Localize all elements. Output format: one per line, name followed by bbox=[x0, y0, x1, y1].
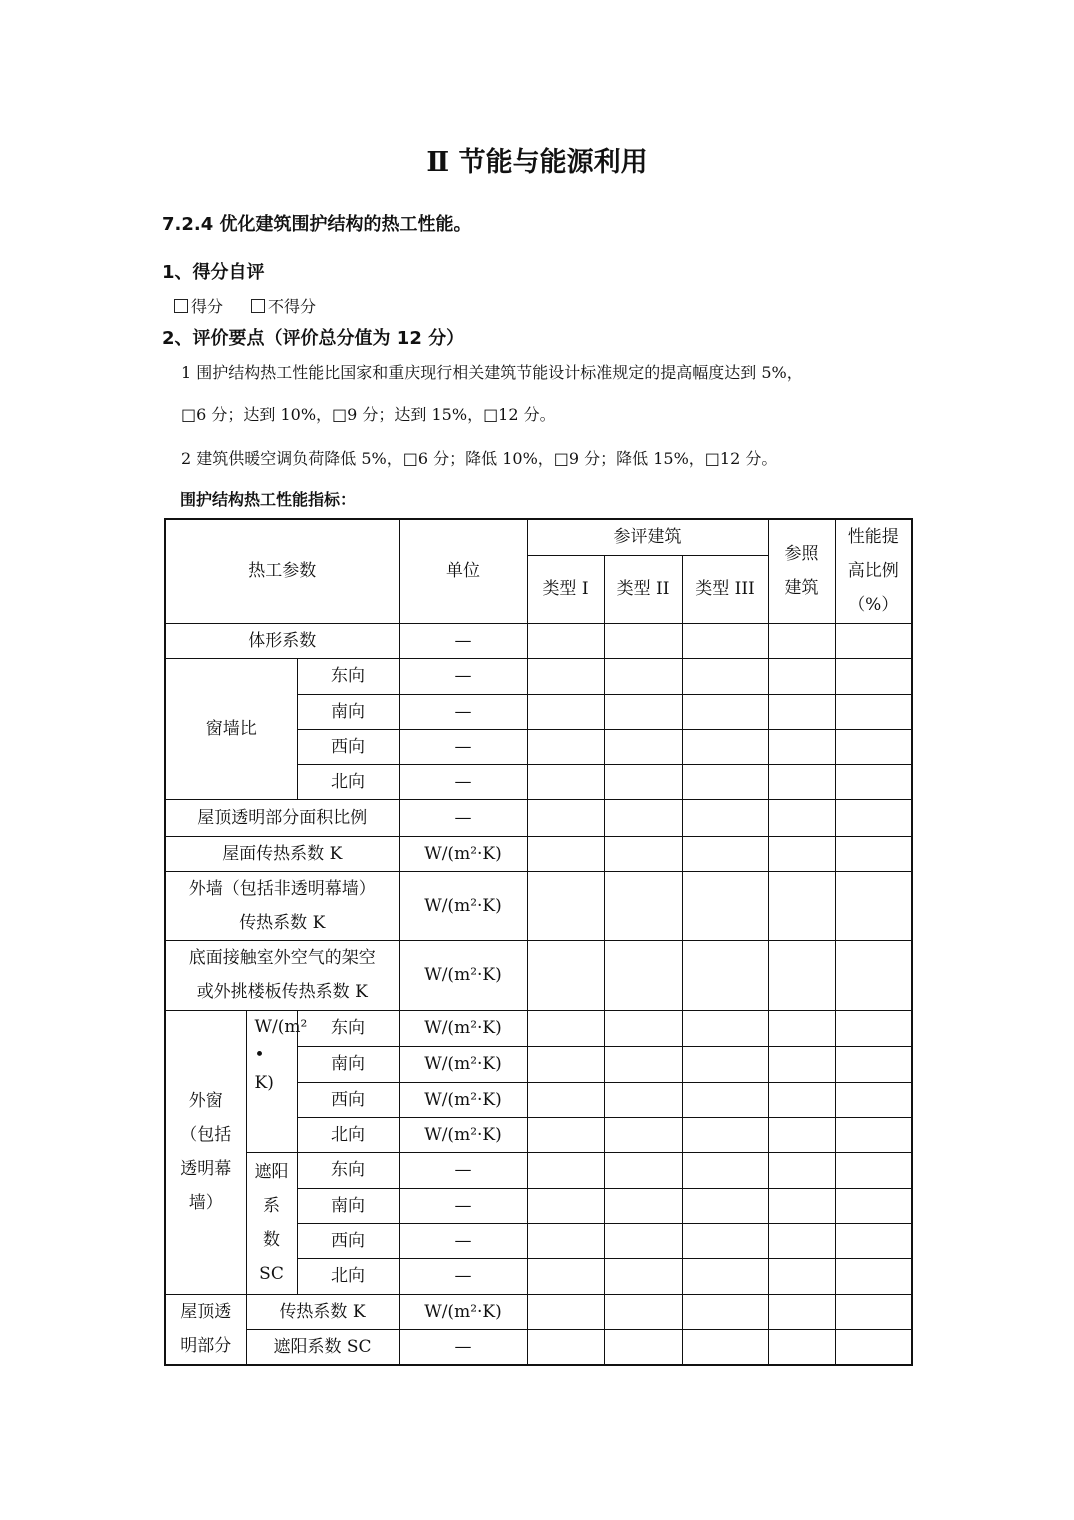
table-input-cell[interactable] bbox=[768, 799, 835, 836]
header-type2: 类型 II bbox=[604, 555, 682, 623]
table-input-cell[interactable] bbox=[527, 658, 604, 694]
section-heading: 7.2.4 优化建筑围护结构的热工性能。 bbox=[162, 214, 472, 235]
eval-point-2: 2 建筑供暖空调负荷降低 5%，□6 分；降低 10%，□9 分；降低 15%，□12 分。 bbox=[181, 449, 778, 468]
table-input-cell[interactable] bbox=[527, 836, 604, 871]
header-ratio: 性能提 高比例 （%） bbox=[835, 519, 912, 623]
table-input-cell[interactable] bbox=[768, 1294, 835, 1329]
table-row bbox=[165, 658, 912, 694]
table-cell: W/(m²·K) bbox=[399, 871, 527, 940]
table-input-cell[interactable] bbox=[604, 694, 682, 729]
table-row bbox=[165, 871, 912, 940]
table-row bbox=[165, 1010, 912, 1046]
table-input-cell[interactable] bbox=[682, 729, 768, 764]
table-row bbox=[165, 623, 912, 658]
table-input-cell[interactable] bbox=[604, 658, 682, 694]
table-input-cell[interactable] bbox=[835, 1082, 912, 1117]
table-caption: 围护结构热工性能指标： bbox=[180, 490, 357, 509]
table-input-cell[interactable] bbox=[835, 1188, 912, 1223]
table-input-cell[interactable] bbox=[768, 1010, 835, 1046]
table-cell: 南向 bbox=[297, 694, 399, 729]
table-input-cell[interactable] bbox=[682, 658, 768, 694]
table-cell: 东向 bbox=[297, 658, 399, 694]
table-cell: — bbox=[399, 694, 527, 729]
table-input-cell[interactable] bbox=[682, 1188, 768, 1223]
table-cell: — bbox=[399, 623, 527, 658]
table-input-cell[interactable] bbox=[835, 1258, 912, 1294]
table-input-cell[interactable] bbox=[604, 871, 682, 940]
table-input-cell[interactable] bbox=[527, 1010, 604, 1046]
table-cell: 东向 bbox=[297, 1010, 399, 1046]
table-input-cell[interactable] bbox=[527, 1188, 604, 1223]
table-cell: 南向 bbox=[297, 1046, 399, 1082]
table-input-cell[interactable] bbox=[835, 1046, 912, 1082]
table-input-cell[interactable] bbox=[768, 694, 835, 729]
score-label: 得分 bbox=[191, 297, 224, 316]
table-cell: W/(m² • K) bbox=[246, 1010, 297, 1152]
table-input-cell[interactable] bbox=[682, 1010, 768, 1046]
table-input-cell[interactable] bbox=[768, 729, 835, 764]
table-input-cell[interactable] bbox=[682, 836, 768, 871]
table-cell: W/(m²·K) bbox=[399, 1082, 527, 1117]
table-input-cell[interactable] bbox=[604, 1258, 682, 1294]
table-input-cell[interactable] bbox=[682, 1258, 768, 1294]
header-type3: 类型 III bbox=[682, 555, 768, 623]
table-input-cell[interactable] bbox=[768, 623, 835, 658]
table-cell: W/(m²·K) bbox=[399, 940, 527, 1010]
table-input-cell[interactable] bbox=[527, 1152, 604, 1188]
header-type1: 类型 I bbox=[527, 555, 604, 623]
thermal-performance-table bbox=[164, 518, 913, 1366]
noscore-label: 不得分 bbox=[268, 297, 317, 316]
table-input-cell[interactable] bbox=[604, 940, 682, 1010]
table-input-cell[interactable] bbox=[527, 1117, 604, 1152]
table-input-cell[interactable] bbox=[604, 1082, 682, 1117]
table-input-cell[interactable] bbox=[604, 729, 682, 764]
table-input-cell[interactable] bbox=[768, 1117, 835, 1152]
table-input-cell[interactable] bbox=[604, 623, 682, 658]
table-cell: 遮阳系 数 SC bbox=[246, 1152, 297, 1294]
table-input-cell[interactable] bbox=[768, 871, 835, 940]
table-input-cell[interactable] bbox=[527, 764, 604, 799]
page-title: Ⅱ 节能与能源利用 bbox=[426, 147, 648, 178]
table-row bbox=[165, 799, 912, 836]
table-input-cell[interactable] bbox=[682, 1082, 768, 1117]
table-cell: 屋顶透明部分面积比例 bbox=[165, 799, 399, 836]
table-input-cell[interactable] bbox=[527, 1223, 604, 1258]
self-eval-options bbox=[174, 294, 316, 317]
table-input-cell[interactable] bbox=[835, 799, 912, 836]
table-input-cell[interactable] bbox=[768, 1082, 835, 1117]
eval-point-1: 1 围护结构热工性能比国家和重庆现行相关建筑节能设计标准规定的提高幅度达到 5%， bbox=[181, 363, 803, 382]
table-cell: 北向 bbox=[297, 764, 399, 799]
table-input-cell[interactable] bbox=[835, 1152, 912, 1188]
table-cell: W/(m²·K) bbox=[399, 1010, 527, 1046]
table-cell: W/(m²·K) bbox=[399, 1046, 527, 1082]
table-cell: 外墙（包括非透明幕墙） 传热系数 K bbox=[165, 871, 399, 940]
table-input-cell[interactable] bbox=[682, 1046, 768, 1082]
table-input-cell[interactable] bbox=[768, 764, 835, 799]
table-cell: — bbox=[399, 658, 527, 694]
eval-point-1-cont: □6 分；达到 10%，□9 分；达到 15%，□12 分。 bbox=[181, 405, 556, 424]
table-cell: 西向 bbox=[297, 1223, 399, 1258]
table-input-cell[interactable] bbox=[835, 1010, 912, 1046]
table-input-cell[interactable] bbox=[527, 1258, 604, 1294]
noscore-checkbox[interactable] bbox=[251, 299, 265, 313]
self-eval-heading: 1、得分自评 bbox=[162, 262, 265, 283]
table-cell: — bbox=[399, 1329, 527, 1365]
table-input-cell[interactable] bbox=[604, 836, 682, 871]
table-cell: 南向 bbox=[297, 1188, 399, 1223]
table-input-cell[interactable] bbox=[604, 1152, 682, 1188]
table-cell: — bbox=[399, 1188, 527, 1223]
table-input-cell[interactable] bbox=[527, 940, 604, 1010]
table-input-cell[interactable] bbox=[604, 1117, 682, 1152]
table-cell: 西向 bbox=[297, 1082, 399, 1117]
table-input-cell[interactable] bbox=[682, 694, 768, 729]
table-input-cell[interactable] bbox=[527, 1082, 604, 1117]
table-cell: 东向 bbox=[297, 1152, 399, 1188]
table-input-cell[interactable] bbox=[835, 1329, 912, 1365]
table-input-cell[interactable] bbox=[768, 658, 835, 694]
table-input-cell[interactable] bbox=[835, 1223, 912, 1258]
table-row bbox=[165, 1329, 912, 1365]
table-row bbox=[165, 1294, 912, 1329]
table-input-cell[interactable] bbox=[604, 1294, 682, 1329]
table-cell: 屋顶透 明部分 bbox=[165, 1294, 246, 1365]
table-cell: 底面接触室外空气的架空 或外挑楼板传热系数 K bbox=[165, 940, 399, 1010]
table-input-cell[interactable] bbox=[835, 729, 912, 764]
table-input-cell[interactable] bbox=[682, 799, 768, 836]
table-input-cell[interactable] bbox=[768, 1188, 835, 1223]
table-input-cell[interactable] bbox=[768, 940, 835, 1010]
table-input-cell[interactable] bbox=[682, 1117, 768, 1152]
table-cell: — bbox=[399, 1152, 527, 1188]
table-input-cell[interactable] bbox=[604, 799, 682, 836]
table-input-cell[interactable] bbox=[682, 940, 768, 1010]
table-input-cell[interactable] bbox=[527, 1046, 604, 1082]
table-input-cell[interactable] bbox=[527, 799, 604, 836]
table-input-cell[interactable] bbox=[768, 1329, 835, 1365]
table-input-cell[interactable] bbox=[682, 623, 768, 658]
table-input-cell[interactable] bbox=[682, 1294, 768, 1329]
table-input-cell[interactable] bbox=[768, 1152, 835, 1188]
table-input-cell[interactable] bbox=[835, 658, 912, 694]
table-input-cell[interactable] bbox=[682, 764, 768, 799]
header-unit: 单位 bbox=[399, 519, 527, 623]
table-input-cell[interactable] bbox=[604, 1010, 682, 1046]
table-input-cell[interactable] bbox=[527, 694, 604, 729]
table-cell: W/(m²·K) bbox=[399, 836, 527, 871]
table-cell: — bbox=[399, 729, 527, 764]
table-row bbox=[165, 836, 912, 871]
table-input-cell[interactable] bbox=[604, 1046, 682, 1082]
table-cell: 传热系数 K bbox=[246, 1294, 399, 1329]
table-input-cell[interactable] bbox=[527, 871, 604, 940]
table-input-cell[interactable] bbox=[682, 871, 768, 940]
table-cell: 北向 bbox=[297, 1258, 399, 1294]
score-checkbox[interactable] bbox=[174, 299, 188, 313]
table-cell: W/(m²·K) bbox=[399, 1117, 527, 1152]
table-input-cell[interactable] bbox=[604, 1188, 682, 1223]
header-base-building: 参照 建筑 bbox=[768, 519, 835, 623]
table-input-cell[interactable] bbox=[527, 1294, 604, 1329]
table-cell: 体形系数 bbox=[165, 623, 399, 658]
table-input-cell[interactable] bbox=[835, 764, 912, 799]
table-input-cell[interactable] bbox=[835, 1117, 912, 1152]
table-input-cell[interactable] bbox=[682, 1329, 768, 1365]
table-input-cell[interactable] bbox=[682, 1223, 768, 1258]
table-cell: 窗墙比 bbox=[165, 658, 297, 799]
table-cell: — bbox=[399, 799, 527, 836]
table-input-cell[interactable] bbox=[768, 1223, 835, 1258]
table-input-cell[interactable] bbox=[835, 940, 912, 1010]
table-input-cell[interactable] bbox=[604, 1329, 682, 1365]
table-input-cell[interactable] bbox=[768, 1258, 835, 1294]
table-cell: W/(m²·K) bbox=[399, 1294, 527, 1329]
table-input-cell[interactable] bbox=[768, 1046, 835, 1082]
window-group-label: 外窗 （包括 透明幕 墙） bbox=[165, 1010, 246, 1294]
table-input-cell[interactable] bbox=[835, 1294, 912, 1329]
table-row bbox=[165, 1152, 912, 1188]
table-cell: 屋面传热系数 K bbox=[165, 836, 399, 871]
table-cell: — bbox=[399, 1258, 527, 1294]
header-param: 热工参数 bbox=[165, 519, 399, 623]
table-cell: — bbox=[399, 764, 527, 799]
table-input-cell[interactable] bbox=[527, 729, 604, 764]
table-input-cell[interactable] bbox=[768, 836, 835, 871]
table-cell: 遮阳系数 SC bbox=[246, 1329, 399, 1365]
table-input-cell[interactable] bbox=[527, 623, 604, 658]
table-input-cell[interactable] bbox=[604, 1223, 682, 1258]
table-input-cell[interactable] bbox=[835, 694, 912, 729]
table-cell: 北向 bbox=[297, 1117, 399, 1152]
table-input-cell[interactable] bbox=[835, 836, 912, 871]
table-input-cell[interactable] bbox=[835, 623, 912, 658]
table-input-cell[interactable] bbox=[682, 1152, 768, 1188]
table-cell: 西向 bbox=[297, 729, 399, 764]
table-input-cell[interactable] bbox=[835, 871, 912, 940]
table-cell: — bbox=[399, 1223, 527, 1258]
eval-points-heading: 2、评价要点（评价总分值为 12 分） bbox=[162, 328, 465, 349]
table-row bbox=[165, 940, 912, 1010]
table-input-cell[interactable] bbox=[527, 1329, 604, 1365]
header-ref-building: 参评建筑 bbox=[527, 519, 768, 555]
table-input-cell[interactable] bbox=[604, 764, 682, 799]
